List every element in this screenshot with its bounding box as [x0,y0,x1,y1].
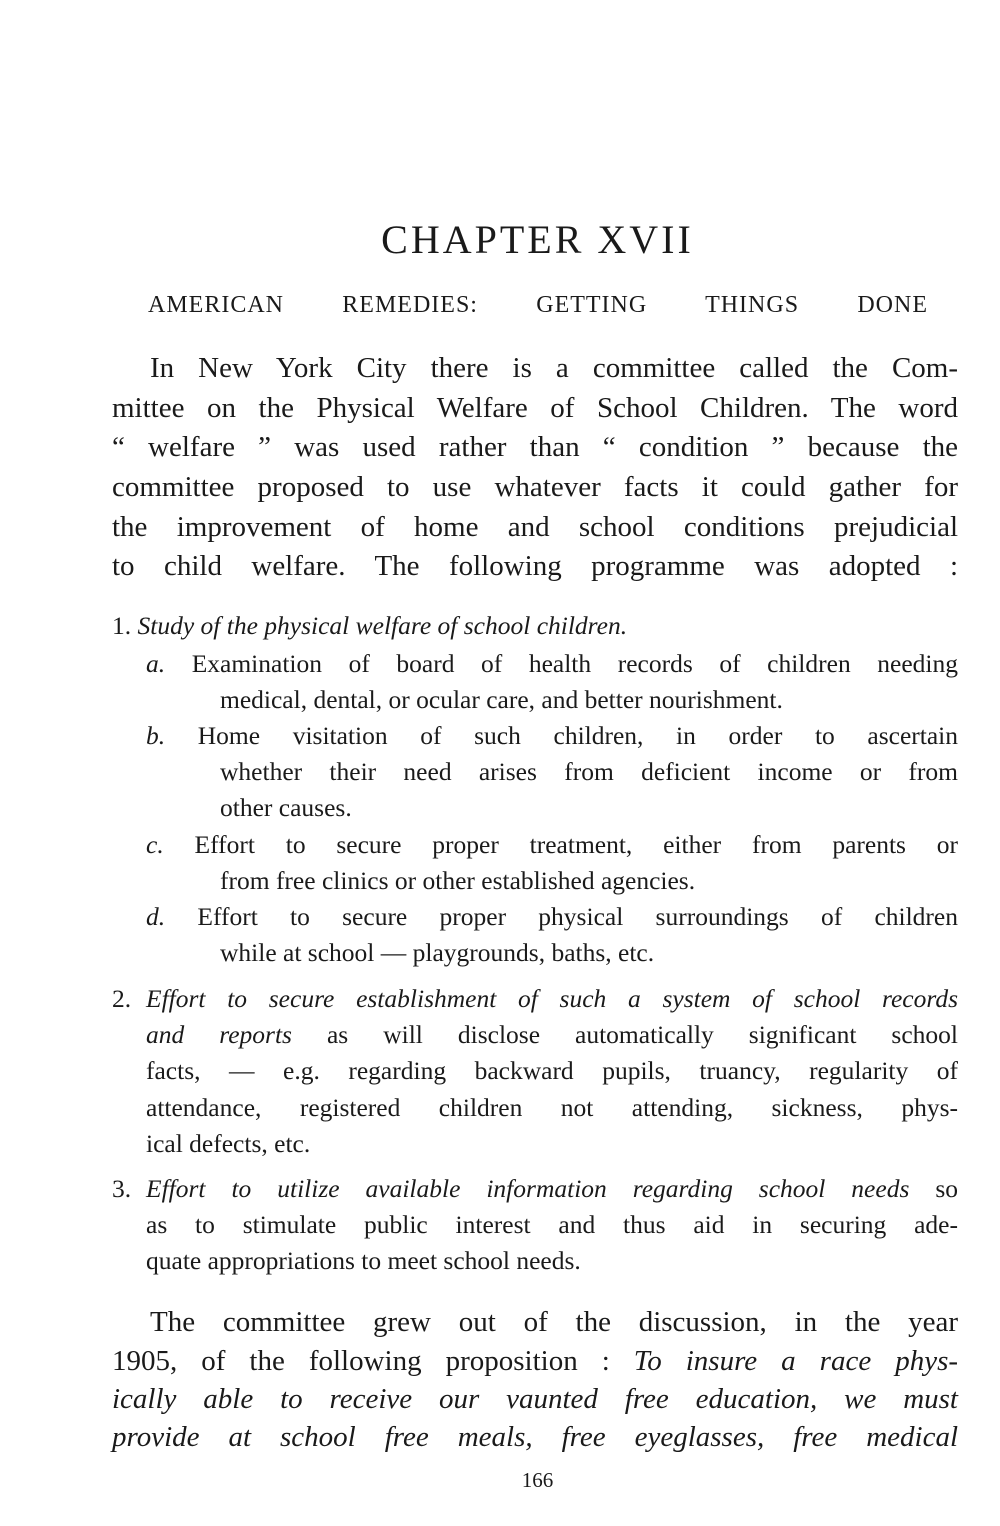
text-line: as to stimulate public interest and thus aid in securing ade- [146,1210,958,1239]
text-line [112,1381,958,1417]
text-line: mittee on the Physical Welfare of School Children. The word [112,392,958,424]
text-line: medical, dental, or ocular care, and better nourishment. [220,685,783,714]
list-heading: Study of the physical welfare of school children. [137,611,628,640]
list-number: 3. [112,1174,132,1203]
list-number: 2. [112,984,132,1013]
text-line: Effort to secure proper treatment, either from parents or [194,830,959,859]
page-number: 166 [521,1468,554,1492]
text-line: from free clinics or other established agencies. [220,866,696,895]
text-line: whether their need arises from deficient income or from [220,757,958,786]
sub-label: b. [146,721,166,750]
text-line: “ welfare ” was used rather than “ condition ” because the [112,431,958,463]
text-line: committee proposed to use whatever facts it could gather for [112,471,958,503]
sub-item-b [146,718,958,754]
list-item-1 [112,608,627,644]
text-line: to child welfare. The following programme was adopted : [112,550,958,582]
text-line: the improvement of home and school conditions prejudicial [112,511,958,543]
sub-item-d [146,899,958,935]
text-segment: 1905, of the following proposition : [112,1345,634,1377]
text-line: Effort to secure proper physical surroundings of children [197,902,958,931]
list-item-2 [146,981,958,1017]
text-line: The committee grew out of the discussion, in the year [150,1306,958,1338]
italic-segment: ically able to receive our vaunted free education, we must [112,1383,958,1415]
list-heading: and reports [146,1020,292,1049]
text-line [112,1343,958,1379]
text-line: other causes. [220,793,352,822]
text-line [146,1017,958,1053]
list-number: 1. [112,611,132,640]
chapter-subtitle: AMERICAN REMEDIES: GETTING THINGS DONE [148,292,928,318]
italic-segment: To insure a race phys- [633,1345,959,1377]
text-line: Examination of board of health records of children needing [191,649,958,678]
chapter-title: CHAPTER XVII [381,217,694,262]
text-line [112,1419,958,1455]
italic-segment: provide at school free meals, free eyeglasses, free medical [112,1421,958,1453]
sub-item-a [146,646,958,682]
sub-label: c. [146,830,164,859]
list-heading: Effort to utilize available information regarding school needs [146,1174,910,1203]
text-segment: so [909,1174,958,1203]
text-line: quate appropriations to meet school needs. [146,1246,581,1275]
text-line: facts, — e.g. regarding backward pupils, truancy, regularity of [146,1056,958,1085]
sub-item-c [146,827,958,863]
text-line: attendance, registered children not attending, sickness, phys- [146,1093,958,1122]
list-item-3 [146,1171,958,1207]
sub-label: a. [146,649,166,678]
text-line: while at school — playgrounds, baths, etc. [220,938,655,967]
list-heading: Effort to secure establishment of such a system of school records [146,984,958,1013]
sub-label: d. [146,902,166,931]
text-line: Home visitation of such children, in order to ascertain [197,721,959,750]
text-segment: as will disclose automatically significant school [291,1020,959,1049]
text-line: In New York City there is a committee called the Com- [150,352,958,384]
text-line: ical defects, etc. [146,1129,311,1158]
